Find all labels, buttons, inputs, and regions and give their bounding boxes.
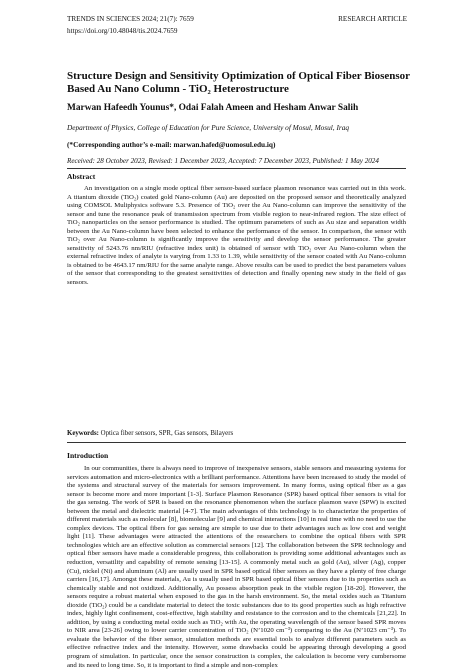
keywords-text: Optica fiber sensors, SPR, Gas sensors, Bilayers [98, 429, 234, 437]
article-type-label: RESEARCH ARTICLE [338, 15, 407, 23]
keywords-line [67, 430, 233, 437]
introduction-text: In our communities, there is always need to improve of inexpensive sensors, stable sensors and measuring systems for services automation and micro-electronics with a brilliant performance. Attentions have been increased to study the model of the systems and structural survey of the materials for sensors improvement. In many forms, using optical fiber as a gas sensor is become more and more important [1-3]. Surface Plasmon Resonance (SPR) based optical fiber sensors is vital for the gas sensing. The work of SPR is based on the resonance phenomenon when the surface plasmon wave (SPW) is excited between the metal and dielectric material [4-7]. The main advantages of this technology is to characterize the properties of different materials such as molecular [8], biomolecular [9] and chemical interactions [10] in real time with no need to use the complex devices. The optical fibers for gas sensing are simple to use due to their advantages such as low cost and weight light [11]. These advantages were attracted the attentions of the researchers to combine the optical fibers with SPR technologies which are an effective solution as commercial sensors [12]. The collaboration between the SPR technology and optical fiber sensors have made a considerable progress, this collaboration is providing some additional advantages such as reduction, versatility and capability of remote sensing [13-15]. A commonly metal such as gold (Au), silver (Ag), copper (Cu), nickel (Ni) and aluminum (Al) are usually used in SPR based optical fiber sensors as they have a plenty of free charge carriers [16,17]. Amongst these materials, Au is usually used in SPR based optical fiber sensors due to its properties such as chemically stable and not oxidized. Additionally, Au possess absorption peak in the visible region [18-20]. However, the sensors require a robust material when exposed to the gas in the harsh environment. So, the metal oxides such as Titanium dioxide (TiO₂) could be a candidate material to detect the toxic substances due to its good properties such as high refractive index, highly light confinement, cost-effective, high stability and resistance to the corrosion and to the chemicals [21,22]. In addition, by using a conducting metal oxide such as TiO₂ with Au, the operating wavelength of the sensor based SPR moves to NIR area [23-26] owing to lower carrier concentration of TiO₂ (N’1020 cm⁻³) comparing to the Au (N’1023 cm⁻³). To evaluate the behavior of the fiber sensor, simulation methods are essential tools to analyze different parameters such as effective refractive index and the intensity. However, some drawbacks could be appearing through developing a good program of simulation. In particular, once the sensor construction is complex, the calculation is become very cumbersome and its need to long time. So, it is important to find a simple and non-complex [67, 465, 406, 669]
keywords-label: Keywords: [67, 429, 99, 437]
author-list: Marwan Hafeedh Younus*, Odai Falah Ameen and Hesham Anwar Salih [67, 103, 359, 113]
divider-bottom [67, 442, 406, 443]
article-title: Structure Design and Sensitivity Optimization of Optical Fiber Biosensor Based Au Nano Column - TiO₂ Heterostructure [67, 70, 410, 95]
publication-dates: Received: 28 October 2023, Revised: 1 December 2023, Accepted: 7 December 2023, Published: 1 May 2024 [67, 156, 379, 165]
corresponding-author: (*Corresponding author’s e-mail: marwan.hafed@uomosul.edu.iq) [67, 140, 276, 149]
divider-top [67, 168, 406, 169]
affiliation: Department of Physics, College of Education for Pure Science, University of Mosul, Mosul, Iraq [67, 123, 350, 132]
doi-link[interactable]: https://doi.org/10.48048/tis.2024.7659 [67, 26, 178, 35]
journal-header: TRENDS IN SCIENCES 2024; 21(7): 7659 [67, 15, 194, 23]
abstract-text: An investigation on a single mode optical fiber sensor-based surface plasmon resonance was carried out in this work. A titanium dioxide (TiO₂) coated gold Nano-column (Au) are deposited on the proposed sensor and theoretically analyzed using COMSOL Muliphysics software 5.3. Presence of TiO₂ over the Au Nano-column can improve the sensitivity of the sensor and tune the resonance peak of transmission spectrum from visible region to near-infrared region. The size effect of TiO₂ nanoparticles on the sensor performance is studied. The optimum parameters of such as Au size and separation width between the Au Nano-column have been selected to enhance the performance of the sensor. In comparison, the sensor with TiO₂ over Au Nano-column is significantly improve the sensitivity and develop the sensor performance. The greater sensitivity of 5243.76 nm/RIU (refractive index unit) is obtained of sensor with TiO₂ over Au Nano-column when the external refractive index of analyte is varying from 1.33 to 1.39, while sensitivity of the sensor coated with Au Nano-column is obtained to be 4643.17 nm/RIU for the same analyte range. Above results can be used to predict the best parameters values of the sensor that corresponding to the greatest sensitivities of detection and finally opening new study in the field of gas sensors. [67, 185, 406, 287]
introduction-heading: Introduction [67, 451, 109, 460]
abstract-heading: Abstract [67, 172, 96, 181]
